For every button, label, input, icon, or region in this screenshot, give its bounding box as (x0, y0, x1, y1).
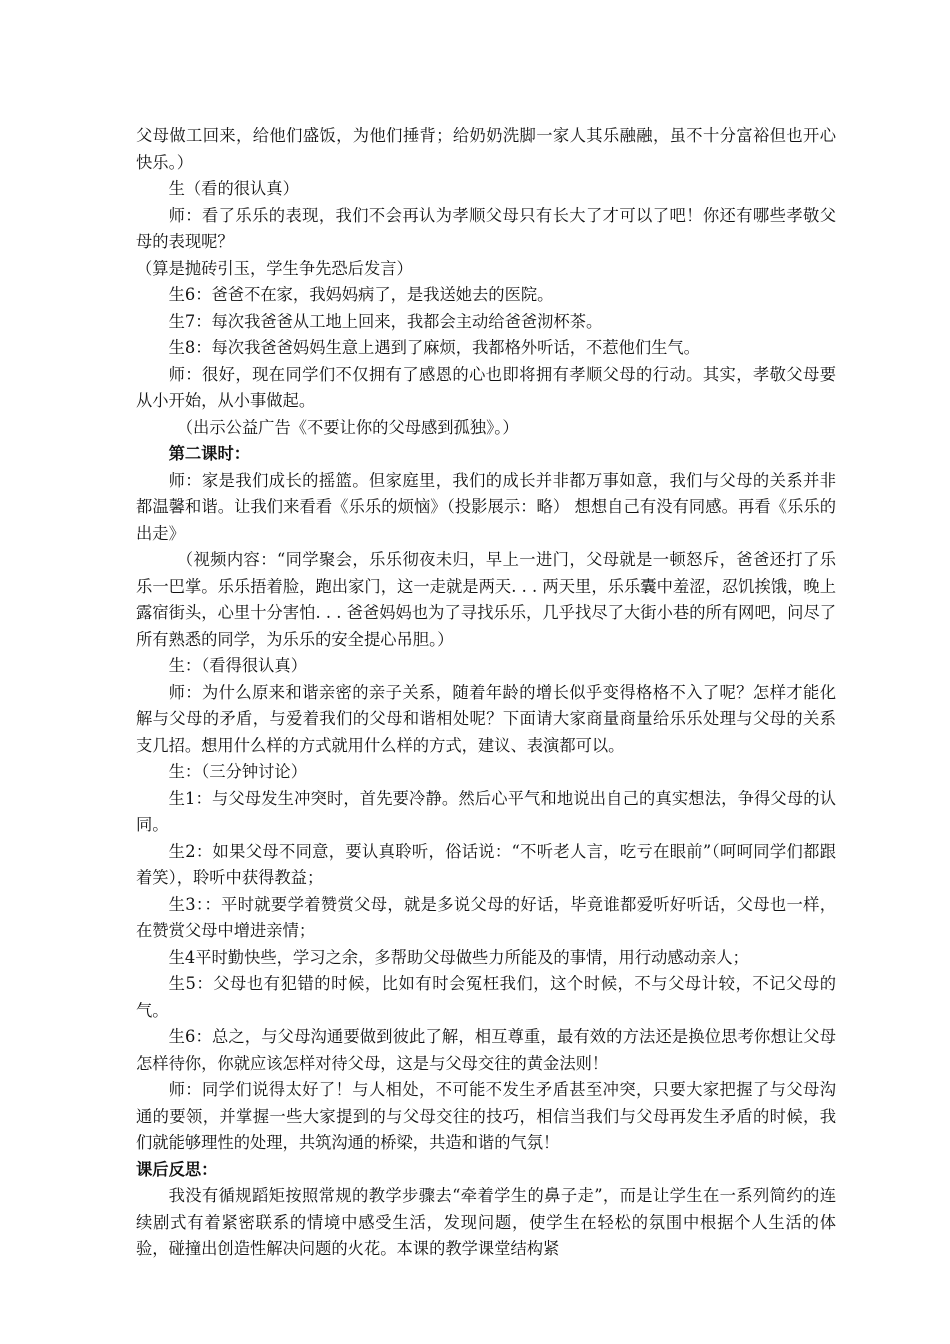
paragraph: 师：为什么原来和谐亲密的亲子关系，随着年龄的增长似乎变得格格不入了呢？怎样才能化解与父母的矛盾，与爱着我们的父母和谐相处呢？下面请大家商量商量给乐乐处理与父母的关系支几招。想用什么样的方式就用什么样的方式，建议、表演都可以。 (136, 682, 836, 755)
paragraph: 生2：如果父母不同意，要认真聆听，俗话说：“不听老人言，吃亏在眼前”（呵呵同学们都跟着笑），聆听中获得教益； (136, 841, 836, 887)
paragraph: 生5：父母也有犯错的时候，比如有时会冤枉我们，这个时候，不与父母计较，不记父母的气。 (136, 974, 836, 1020)
paragraph: 父母做工回来，给他们盛饭，为他们捶背；给奶奶洗脚一家人其乐融融，虽不十分富裕但也开心快乐。） (136, 126, 836, 172)
paragraph: 生6：爸爸不在家，我妈妈病了，是我送她去的医院。 (168, 285, 554, 304)
paragraph: 生8：每次我爸爸妈妈生意上遇到了麻烦，我都格外听话，不惹他们生气。 (168, 338, 700, 357)
paragraph: 生：（看得很认真） (168, 656, 307, 675)
paragraph: 师：同学们说得太好了！与人相处，不可能不发生矛盾甚至冲突，只要大家把握了与父母沟通的要领，并掌握一些大家提到的与父母交往的技巧，相信当我们与父母再发生矛盾的时候，我们就能够理性的处理，共筑沟通的桥梁，共造和谐的气氛！ (136, 1080, 836, 1152)
paragraph: （算是抛砖引玉，学生争先恐后发言） (136, 258, 413, 278)
paragraph: （出示公益广告《不要让你的父母感到孤独》。） (176, 417, 519, 437)
paragraph: 生4平时勤快些，学习之余，多帮助父母做些力所能及的事情，用行动感动亲人； (168, 947, 749, 967)
section-heading: 第二课时： (168, 444, 251, 463)
paragraph: 师：看了乐乐的表现，我们不会再认为孝顺父母只有长大了才可以了吧！你还有哪些孝敬父母的表现呢？ (136, 205, 836, 251)
document-page (136, 123, 836, 1263)
paragraph: 生7：每次我爸爸从工地上回来，我都会主动给爸爸沏杯茶。 (168, 311, 603, 331)
paragraph: 生3：：平时就要学着赞赏父母，就是多说父母的好话，毕竟谁都爱听好听话，父母也一样，在赞赏父母中增进亲情； (136, 894, 836, 940)
paragraph: 师：很好，现在同学们不仅拥有了感恩的心也即将拥有孝顺父母的行动。其实，孝敬父母要从小开始，从小事做起。 (136, 364, 836, 410)
paragraph: 生1：与父母发生冲突时，首先要冷静。然后心平气和地说出自己的真实想法，争得父母的认同。 (136, 788, 836, 834)
paragraph: 生6：总之，与父母沟通要做到彼此了解，相互尊重，最有效的方法还是换位思考你想让父母怎样待你，你就应该怎样对待父母，这是与父母交往的黄金法则！ (136, 1027, 836, 1073)
paragraph: 师：家是我们成长的摇篮。但家庭里，我们的成长并非都万事如意，我们与父母的关系并非都温馨和谐。让我们来看看《乐乐的烦恼》（投影展示：略） 想想自己有没有同感。再看《乐乐的出走》 (136, 470, 836, 543)
section-heading: 课后反思： (136, 1159, 218, 1179)
paragraph: 生（看的很认真） (168, 179, 299, 198)
paragraph: （视频内容：“同学聚会，乐乐彻夜未归，早上一进门，父母就是一顿怒斥，爸爸还打了乐乐一巴掌。乐乐捂着脸，跑出家门，这一走就是两天. . . 两天里，乐乐囊中羞涩，忍饥挨饿，晚上露宿街头，心里十分害怕. . . 爸爸妈妈也为了寻找乐乐，几乎找尽了大街小巷的所有网吧，问尽了所有熟悉的同学，为乐乐的安全提心吊胆。） (136, 550, 836, 649)
paragraph: 我没有循规蹈矩按照常规的教学步骤去“牵着学生的鼻子走”，而是让学生在一系列简约的连续剧式有着紧密联系的情境中感受生活，发现问题，使学生在轻松的氛围中根据个人生活的体验，碰撞出创造性解决问题的火花。本课的教学课堂结构紧 (136, 1186, 836, 1258)
paragraph: 生：（三分钟讨论） (168, 762, 307, 781)
